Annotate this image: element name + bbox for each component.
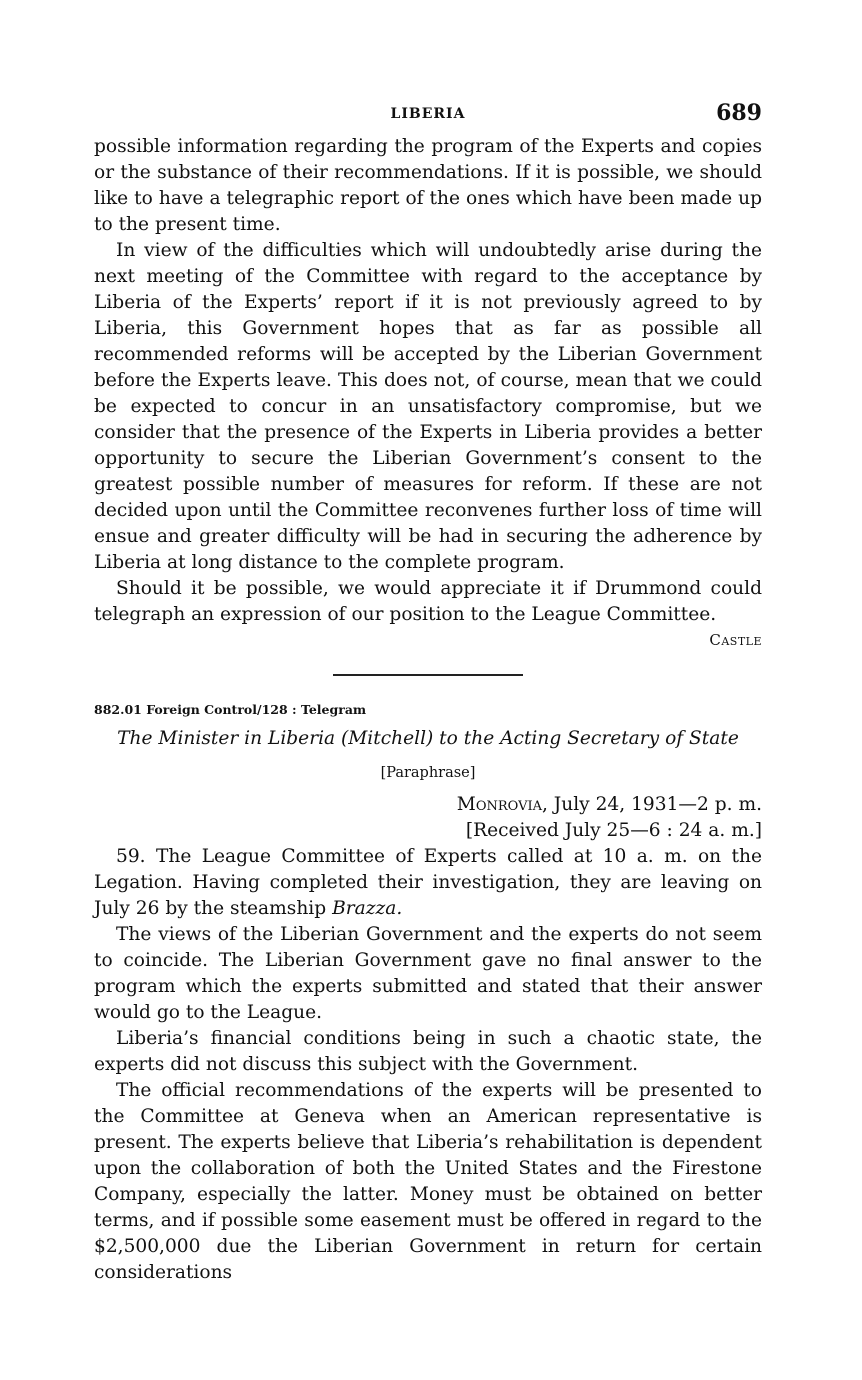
telegram-paragraph (94, 844, 762, 922)
body-paragraph: Should it be possible, we would appreciate it if Drummond could telegraph an expression of our position to the League Committee. (94, 578, 762, 625)
body-paragraph: In view of the difficulties which will undoubtedly arise during the next meeting of the Committee with regard to the acceptance by Liberia of the Experts’ report if it is not previously agreed to by Liberia, this Government hopes that as far as possible all recommended reforms will be accepted by the Liberian Government before the Experts leave. This does not, of course, mean that we could be expected to concur in an unsatisfactory compromise, but we consider that the presence of the Experts in Liberia provides a better opportunity to secure the Liberian Government’s consent to the greatest possible number of measures for reform. If these are not decided upon until the Committee reconvenes further loss of time will ensue and greater difficulty will be had in securing the adherence by Liberia at long distance to the complete program. (94, 240, 762, 573)
continued-paragraph: possible information regarding the program of the Experts and copies or the substance of their recommendations. If it is possible, we should like to have a telegraphic report of the ones which have been made up to the present time. (94, 136, 762, 235)
signature: Castle (709, 631, 762, 649)
telegram-paragraph: Liberia’s financial conditions being in such a chaotic state, the experts did not discuss this subject with the Government. (94, 1028, 762, 1075)
telegram-paragraph: The views of the Liberian Government and the experts do not seem to coincide. The Liberian Government gave no final answer to the program which the experts submitted and stated that their answer would go to the League. (94, 924, 762, 1023)
dateline-place: Monrovia (456, 794, 542, 815)
file-reference: 882.01 Foreign Control/128 : Telegram (94, 702, 367, 717)
dateline-date: , July 24, 1931—2 p. m. (541, 794, 762, 815)
received-line: [Received July 25—6 : 24 a. m.] (465, 820, 762, 841)
telegram-paragraph: The official recommendations of the experts will be presented to the Committee at Geneva when an American representative is present. The experts believe that Liberia’s rehabilitation is dependent upon the collaboration of both the United States and the Firestone Company, especially the latter. Money must be obtained on better terms, and if possible some easement must be offered in regard to the $2,500,000 due the Liberian Government in return for certain considerations (94, 1080, 762, 1283)
section-divider (333, 674, 523, 676)
telegram-title: The Minister in Liberia (Mitchell) to the Acting Secretary of State (117, 728, 739, 749)
ship-name: Brazza. (332, 898, 403, 919)
running-title: LIBERIA (390, 106, 466, 122)
paraphrase-label: [Paraphrase] (380, 765, 476, 781)
page-number: 689 (716, 100, 762, 126)
running-header (94, 100, 762, 134)
dateline (94, 792, 762, 818)
telegram-paragraph-text: 59. The League Committee of Experts called at 10 a. m. on the Legation. Having completed their investigation, they are leaving on July 26 by the steamship (94, 846, 762, 919)
document-page (94, 100, 762, 1286)
